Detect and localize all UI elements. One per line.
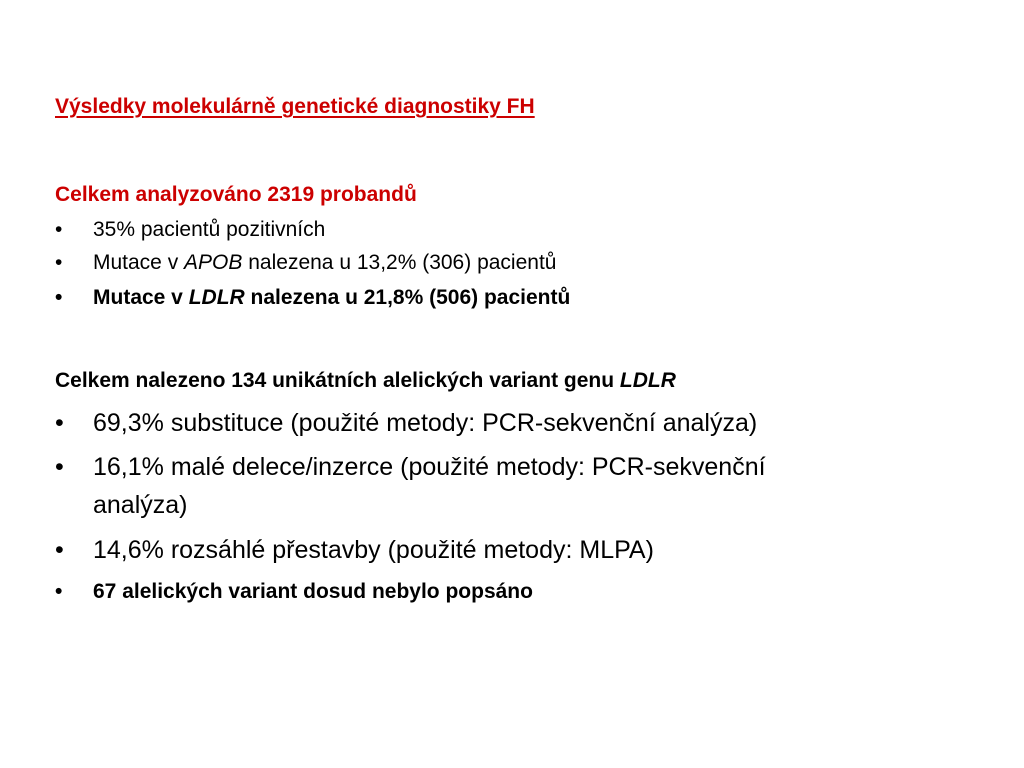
list-item-text: Mutace v APOB nalezena u 13,2% (306) pacientů bbox=[93, 251, 557, 274]
bullet-icon: • bbox=[55, 251, 63, 274]
slide-title: Výsledky molekulárně genetické diagnostiky FH bbox=[55, 95, 535, 118]
list-item-text: 69,3% substituce (použité metody: PCR-sekvenční analýza) bbox=[93, 409, 758, 437]
gene-name: LDLR bbox=[619, 369, 676, 392]
bullet-icon: • bbox=[55, 218, 63, 241]
section1-heading: Celkem analyzováno 2319 probandů bbox=[55, 183, 417, 206]
list-item-text: 14,6% rozsáhlé přestavby (použité metody: MLPA) bbox=[93, 536, 654, 564]
bullet-icon: • bbox=[55, 580, 63, 603]
gene-name: APOB bbox=[184, 251, 243, 274]
bullet-icon: • bbox=[55, 409, 64, 437]
bullet-icon: • bbox=[55, 453, 64, 481]
gene-name: LDLR bbox=[188, 286, 245, 309]
section2-heading: Celkem nalezeno 134 unikátních alelických variant genu LDLR bbox=[55, 369, 676, 392]
list-item-text: 35% pacientů pozitivních bbox=[93, 218, 326, 241]
bullet-icon: • bbox=[55, 536, 64, 564]
list-item-text: Mutace v LDLR nalezena u 21,8% (506) pacientů bbox=[93, 286, 571, 309]
bullet-icon: • bbox=[55, 286, 63, 309]
list-item-text: 67 alelických variant dosud nebylo popsáno bbox=[93, 580, 533, 603]
list-item-text: 16,1% malé delece/inzerce (použité metody: PCR-sekvenční analýza) bbox=[93, 453, 766, 519]
